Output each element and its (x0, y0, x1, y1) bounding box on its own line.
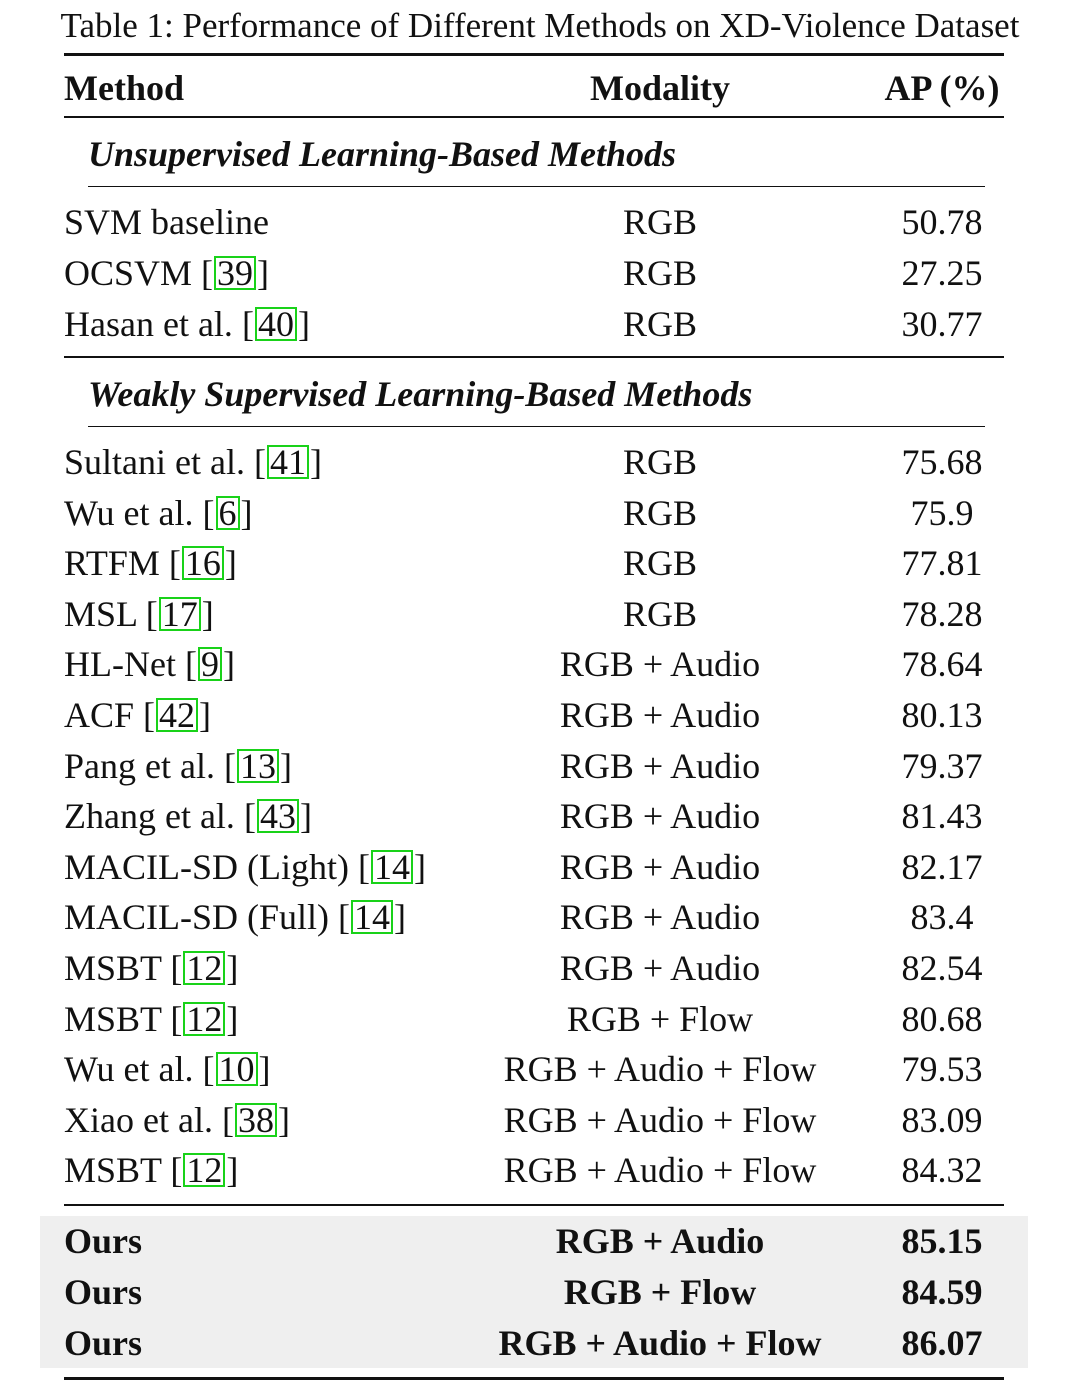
method-cell: Wu et al. [ 10 ] (64, 1049, 271, 1090)
ap-cell: 80.68 (901, 998, 983, 1039)
citation-link[interactable]: 38 (235, 1103, 277, 1137)
citation-link[interactable]: 42 (156, 698, 198, 732)
method-cell: Sultani et al. [ 41 ] (64, 442, 322, 482)
method-name: Hasan et al. (64, 304, 233, 344)
ap-cell: 75.9 (910, 492, 974, 533)
method-name: SVM baseline (64, 202, 269, 242)
method-name: Ours (64, 1221, 143, 1261)
method-cell: Zhang et al. [ 43 ] (64, 796, 312, 837)
header-method: Method (64, 68, 184, 108)
method-name: ACF (64, 695, 135, 735)
citation-link[interactable]: 41 (267, 445, 309, 479)
table-row (0, 639, 1080, 689)
modality-cell: RGB + Audio (555, 1221, 765, 1261)
ap-cell: 80.13 (901, 695, 983, 735)
table-row (0, 690, 1080, 740)
table-row (0, 538, 1080, 588)
table-row (0, 994, 1080, 1044)
table-row (0, 1267, 1080, 1317)
section-title-unsupervised: Unsupervised Learning-Based Methods (88, 134, 677, 174)
method-name: Xiao et al. (64, 1099, 213, 1140)
modality-cell: RGB (622, 304, 698, 344)
modality-cell: RGB (622, 492, 698, 533)
ap-cell: 84.32 (901, 1150, 983, 1191)
table-row (0, 1095, 1080, 1145)
method-cell (64, 1318, 142, 1368)
table-row (0, 892, 1080, 942)
table-row (0, 589, 1080, 639)
citation-link[interactable]: 14 (371, 850, 413, 884)
header-rule (64, 116, 1004, 118)
table-row (0, 741, 1080, 791)
method-name: Zhang et al. (64, 796, 235, 837)
citation-link[interactable]: 9 (198, 647, 222, 681)
method-name: Sultani et al. (64, 442, 245, 482)
method-cell: OCSVM [ 39 ] (64, 253, 270, 293)
method-name: MSBT (64, 1150, 162, 1191)
method-cell: MACIL-SD (Full) [ 14 ] (64, 897, 407, 938)
modality-cell: RGB + Audio (559, 948, 761, 988)
ap-cell: 86.07 (901, 1323, 983, 1363)
modality-cell: RGB + Audio + Flow (503, 1049, 817, 1090)
ap-cell: 79.53 (901, 1049, 983, 1090)
citation-link[interactable]: 14 (351, 900, 393, 934)
method-cell: Wu et al. [ 6 ] (64, 492, 253, 533)
ap-cell: 83.4 (910, 897, 974, 938)
method-name: MSBT (64, 948, 162, 988)
table-row (0, 197, 1080, 247)
citation-link[interactable]: 12 (183, 951, 225, 985)
method-name: MSL (64, 593, 137, 634)
citation-link[interactable]: 39 (214, 256, 256, 290)
modality-cell: RGB (622, 253, 698, 293)
method-name: HL-Net (64, 644, 176, 685)
header-ap: AP (%) (884, 68, 1000, 108)
ap-cell: 75.68 (901, 442, 983, 482)
bottom-rule (64, 1377, 1004, 1380)
modality-cell: RGB + Audio + Flow (498, 1323, 822, 1363)
method-cell: MSBT [ 12 ] (64, 948, 239, 988)
method-name: OCSVM (64, 253, 193, 293)
modality-cell: RGB + Audio (559, 897, 761, 938)
ap-cell: 83.09 (901, 1099, 983, 1140)
table-row (0, 1318, 1080, 1368)
method-cell: MSBT [ 12 ] (64, 1150, 239, 1191)
modality-cell: RGB + Flow (566, 998, 754, 1039)
modality-cell: RGB + Audio (559, 695, 761, 735)
method-name: Wu et al. (64, 492, 194, 533)
table-row (0, 842, 1080, 892)
modality-cell: RGB (622, 543, 698, 584)
method-cell: RTFM [ 16 ] (64, 543, 237, 584)
method-cell (64, 1267, 142, 1317)
modality-cell: RGB (622, 593, 698, 634)
method-cell (64, 1216, 142, 1266)
modality-cell: RGB + Audio + Flow (503, 1150, 817, 1191)
section-title-weakly: Weakly Supervised Learning-Based Methods (88, 374, 753, 414)
table-row (0, 488, 1080, 538)
table-row (0, 248, 1080, 298)
ap-cell: 79.37 (901, 745, 983, 786)
modality-cell: RGB (622, 202, 698, 242)
citation-link[interactable]: 12 (183, 1002, 225, 1036)
ap-cell: 78.28 (901, 593, 983, 634)
method-cell: MACIL-SD (Light) [ 14 ] (64, 846, 426, 887)
method-name: Wu et al. (64, 1049, 194, 1090)
ap-cell: 82.54 (901, 948, 983, 988)
citation-link[interactable]: 16 (182, 546, 224, 580)
table-row (0, 437, 1080, 487)
method-cell: Xiao et al. [ 38 ] (64, 1099, 290, 1140)
ap-cell: 27.25 (901, 253, 983, 293)
ap-cell: 81.43 (901, 796, 983, 837)
modality-cell: RGB + Audio (559, 846, 761, 887)
method-cell: ACF [ 42 ] (64, 695, 212, 735)
header-modality: Modality (590, 68, 730, 108)
method-cell: Hasan et al. [ 40 ] (64, 304, 310, 344)
ours-rule (64, 1204, 1004, 1206)
table-row (0, 791, 1080, 841)
ap-cell: 78.64 (901, 644, 983, 685)
table-row (0, 1145, 1080, 1195)
citation-link[interactable]: 13 (237, 749, 279, 783)
modality-cell: RGB + Audio (559, 745, 761, 786)
table-row (0, 1044, 1080, 1094)
ap-cell: 30.77 (901, 304, 983, 344)
ap-cell: 77.81 (901, 543, 983, 584)
ap-cell: 84.59 (901, 1272, 983, 1312)
citation-link[interactable]: 6 (216, 496, 240, 530)
citation-link[interactable]: 10 (216, 1052, 258, 1086)
modality-cell: RGB + Audio (559, 796, 761, 837)
modality-cell: RGB + Audio + Flow (503, 1099, 817, 1140)
citation-link[interactable]: 43 (257, 799, 299, 833)
method-name: RTFM (64, 543, 160, 584)
method-name: Ours (64, 1323, 143, 1363)
top-rule (64, 53, 1004, 56)
mid-rule (64, 356, 1004, 358)
method-name: MACIL-SD (Full) (64, 897, 330, 938)
table-row (0, 943, 1080, 993)
table-row (0, 1216, 1080, 1266)
section-rule-weakly (88, 426, 985, 427)
method-cell: MSBT [ 12 ] (64, 998, 239, 1039)
ap-cell: 85.15 (901, 1221, 983, 1261)
modality-cell: RGB (622, 442, 698, 482)
section-rule-unsupervised (88, 186, 985, 187)
method-name: MACIL-SD (Light) (64, 846, 349, 887)
method-name: Pang et al. (64, 745, 215, 786)
table-caption: Table 1: Performance of Different Methods on XD-Violence Dataset (60, 6, 1020, 45)
citation-link[interactable]: 40 (255, 307, 297, 341)
citation-link[interactable]: 17 (159, 597, 201, 631)
method-name: Ours (64, 1272, 143, 1312)
method-name: MSBT (64, 998, 162, 1039)
ap-cell: 50.78 (901, 202, 983, 242)
ap-cell: 82.17 (901, 846, 983, 887)
modality-cell: RGB + Flow (563, 1272, 757, 1312)
citation-link[interactable]: 12 (183, 1153, 225, 1187)
table-row (0, 299, 1080, 349)
method-cell: MSL [ 17 ] (64, 593, 214, 634)
method-cell (64, 197, 269, 247)
method-cell: Pang et al. [ 13 ] (64, 745, 292, 786)
method-cell: HL-Net [ 9 ] (64, 644, 235, 685)
modality-cell: RGB + Audio (559, 644, 761, 685)
